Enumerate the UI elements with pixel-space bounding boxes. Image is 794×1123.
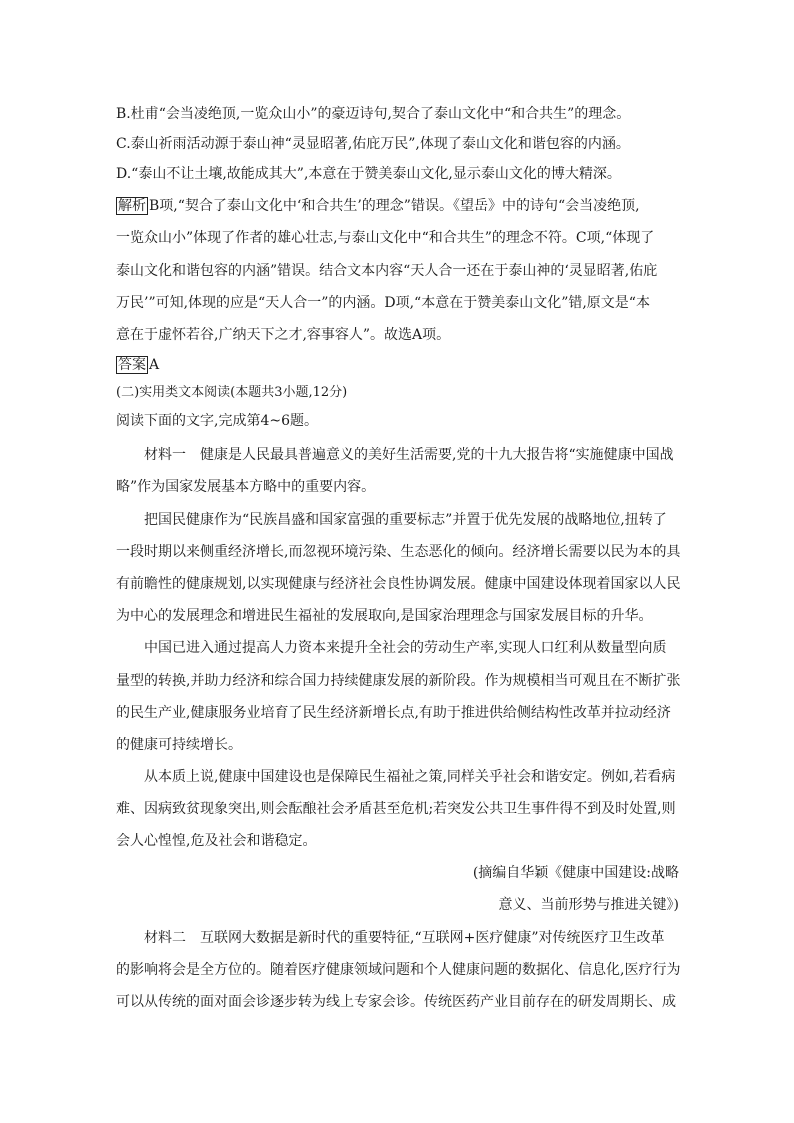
section-title: (二)实用类文本阅读(本题共3小题,12分) [116, 385, 348, 400]
material1-p1: 材料一 健康是人民最具普遍意义的美好生活需要,党的十九大报告将“实施健康中国战 [144, 447, 674, 463]
material1-p2: 有前瞻性的健康规划,以实现健康与经济社会良性协调发展。健康中国建设体现着国家以人民 [116, 576, 681, 592]
answer-tag: 答案 [118, 357, 146, 373]
instruction: 阅读下面的文字,完成第4~6题。 [116, 413, 318, 429]
material1-p2: 把国民健康作为“民族昌盛和国家富强的重要标志”并置于优先发展的战略地位,扭转了 [144, 512, 667, 528]
analysis-line: 万民’”可知,体现的应是“天人合一”的内涵。D项,“本意在于赞美泰山文化”错,原文是“本 [116, 295, 650, 311]
material1-p3: 的民生产业,健康服务业培育了民生经济新增长点,有助于推进供给侧结构性改革并拉动经济 [116, 705, 671, 721]
analysis-line: 解析 B项,“契合了泰山文化中‘和合共生’的理念”错误。《望岳》中的诗句“会当凌绝顶, [118, 198, 640, 214]
material1-p4: 从本质上说,健康中国建设也是保障民生福祉之策,同样关乎社会和谐安定。例如,若看病 [144, 769, 676, 785]
material2-p1: 的影响将会是全方位的。随着医疗健康领域问题和个人健康问题的数据化、信息化,医疗行为 [116, 962, 681, 978]
material1-p1: 略”作为国家发展基本方略中的重要内容。 [116, 479, 376, 495]
answer-value: A [149, 357, 160, 373]
material2-p1: 可以从传统的面对面会诊逐步转为线上专家会诊。传统医药产业目前存在的研发周期长、成 [116, 994, 676, 1010]
material1-p2: 一段时期以来侧重经济增长,而忽视环境污染、生态恶化的倾向。经济增长需要以民为本的具 [116, 544, 681, 560]
material2-p1: 材料二 互联网大数据是新时代的重要特征,“互联网+医疗健康”对传统医疗卫生改革 [144, 930, 665, 946]
answer-line [116, 355, 159, 375]
option-d: D.“泰山不让土壤,故能成其大”,本意在于赞美泰山文化,显示泰山文化的博大精深。 [116, 166, 621, 182]
material1-source: 意义、当前形势与推进关键》) [498, 897, 679, 913]
material1-p4: 会人心惶惶,危及社会和谐稳定。 [116, 833, 317, 849]
analysis-line: 意在于虚怀若谷,广纳天下之才,容事容人”。故选A项。 [116, 327, 451, 343]
option-b: B.杜甫“会当凌绝顶,一览众山小”的豪迈诗句,契合了泰山文化中“和合共生”的理念。 [116, 106, 631, 122]
material1-p3: 量型的转换,并助力经济和综合国力持续健康发展的新阶段。作为规模相当可观且在不断扩张 [116, 673, 681, 689]
option-c: C.泰山祈雨活动源于泰山神“灵显昭著,佑庇万民”,体现了泰山文化和谐包容的内涵。 [116, 136, 630, 152]
material1-p2: 为中心的发展理念和增进民生福祉的发展取向,是国家治理理念与国家发展目标的升华。 [116, 608, 653, 624]
analysis-line: 一览众山小”体现了作者的雄心壮志,与泰山文化中“和合共生”的理念不符。C项,“体现了 [116, 230, 655, 246]
analysis-line: 泰山文化和谐包容的内涵”错误。结合文本内容“天人合一还在于泰山神的‘灵显昭著,佑庇 [116, 263, 658, 279]
material1-p3: 中国已进入通过提高人力资本来提升全社会的劳动生产率,实现人口红利从数量型向质 [144, 640, 667, 656]
material1-p3: 的健康可持续增长。 [116, 737, 242, 753]
material1-source: (摘编自华颖《健康中国建设:战略 [472, 865, 679, 881]
material1-p4: 难、因病致贫现象突出,则会酝酿社会矛盾甚至危机;若突发公共卫生事件得不到及时处置,则 [116, 801, 676, 817]
analysis-tag: 解析 [118, 198, 146, 214]
